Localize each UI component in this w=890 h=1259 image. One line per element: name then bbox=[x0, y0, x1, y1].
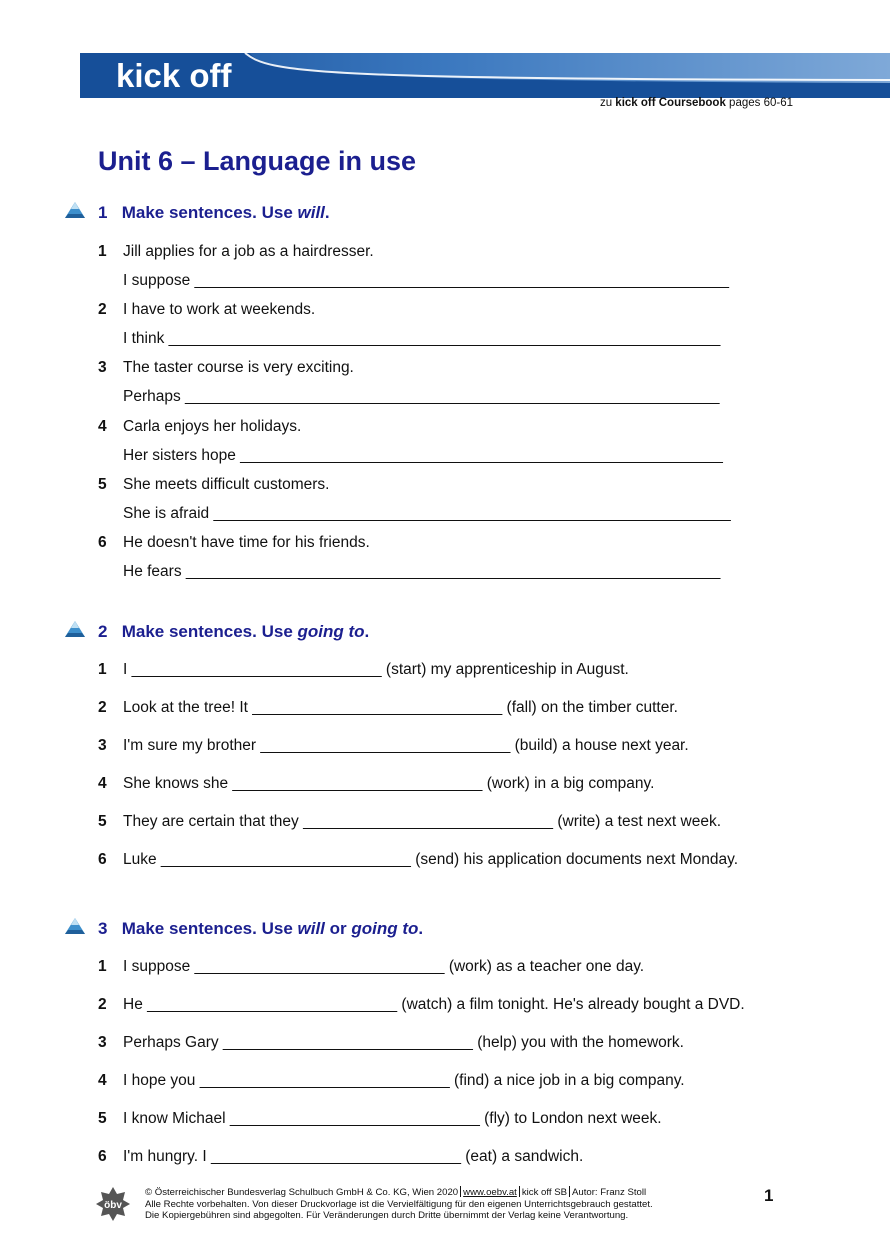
publisher-logo-icon bbox=[95, 1186, 131, 1222]
header-banner bbox=[80, 53, 890, 98]
difficulty-triangle-icon bbox=[65, 621, 85, 637]
coursebook-reference: zu kick off Coursebook pages 60-61 bbox=[599, 97, 793, 109]
publisher-link[interactable]: www.oebv.at bbox=[463, 1187, 517, 1198]
exercise-1-answer-3[interactable]: Perhaps ______________________________________________________________ bbox=[123, 388, 720, 405]
section-1-heading: 1 Make sentences. Use will. bbox=[98, 203, 330, 222]
exercise-1-answer-5[interactable]: She is afraid ____________________________________________________________ bbox=[123, 505, 731, 522]
section-2-heading: 2 Make sentences. Use going to. bbox=[98, 622, 370, 641]
exercise-1-answer-6[interactable]: He fears ______________________________________________________________ bbox=[123, 563, 721, 580]
exercise-1-answer-4[interactable]: Her sisters hope ________________________________________________________ bbox=[123, 447, 723, 464]
svg-text:öbv: öbv bbox=[104, 1200, 122, 1211]
difficulty-triangle-icon bbox=[65, 202, 85, 218]
section-3-heading: 3 Make sentences. Use will or going to. bbox=[98, 919, 424, 938]
page-number: 1 bbox=[764, 1186, 774, 1205]
difficulty-triangle-icon bbox=[65, 918, 85, 934]
exercise-1-answer-2[interactable]: I think ________________________________________________________________ bbox=[123, 330, 721, 347]
brand-logo-text: kick off bbox=[116, 57, 232, 94]
page-title: Unit 6 – Language in use bbox=[98, 146, 417, 176]
copyright-footer: © Österreichischer Bundesverlag Schulbuch GmbH & Co. KG, Wien 2020 www.oebv.at kick off SB Autor: Franz Stoll Alle Rechte vorbehalten. Von dieser Druckvorlage ist die Vervielfältigung für den eigenen Unterrichtsgebrauch gestattet. Die Kopiergebühren sind abgegolten. Für Veränderungen durch Dritte übernimmt der Verlag keine Verantwortung. bbox=[145, 1187, 653, 1221]
exercise-1-answer-1[interactable]: I suppose ______________________________________________________________ bbox=[123, 272, 729, 289]
